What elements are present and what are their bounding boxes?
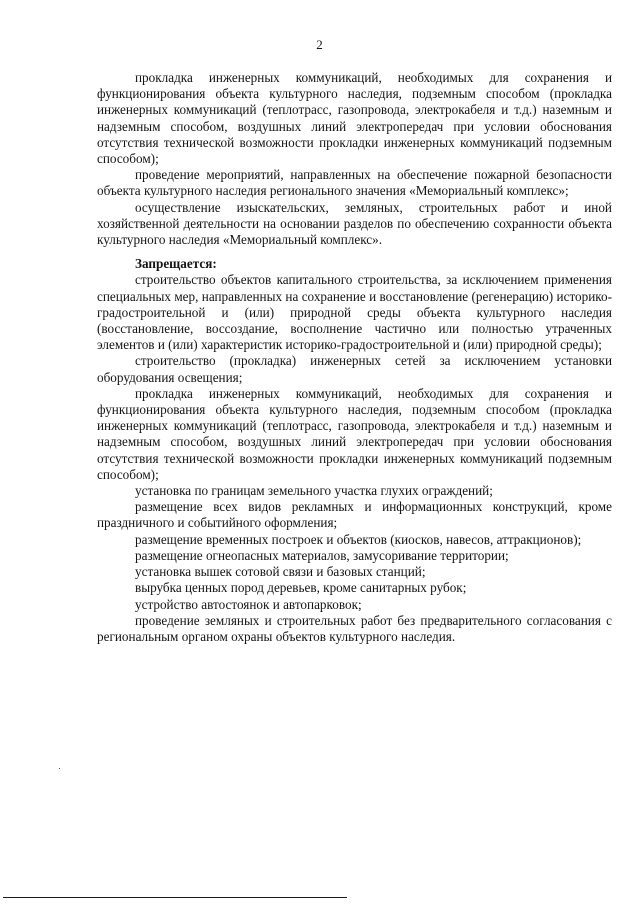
- prohibited-paragraph: строительство объектов капитального строительства, за исключением применения специальных мер, направленных на сохранение и восстановление (регенерацию) историко-градостроительной и (или) природной среды объекта культурного наследия (восстановление, воссоздание, восполнение частично или полностью утраченных элементов и (или) характеристик историко-градостроительной и (или) природной среды);: [97, 272, 612, 353]
- prohibited-paragraph: установка вышек сотовой связи и базовых станций;: [135, 564, 426, 580]
- prohibited-heading: Запрещается:: [135, 256, 217, 272]
- prohibited-paragraph: вырубка ценных пород деревьев, кроме санитарных рубок;: [135, 580, 467, 596]
- prohibited-paragraph: прокладка инженерных коммуникаций, необходимых для сохранения и функционирования объекта культурного наследия, подземным способом (прокладка инженерных коммуникаций (теплотрасс, газопровода, электрокабеля и т.д.) наземным и надземным способом, воздушных линий электропередач при условии обоснования отсутствия технической возможности прокладки инженерных коммуникаций подземным способом);: [97, 385, 612, 482]
- prohibited-paragraph: установка по границам земельного участка глухих ограждений;: [135, 483, 493, 499]
- page-number: 2: [316, 37, 323, 52]
- allowed-paragraph: осуществление изыскательских, земляных, строительных работ и иной хозяйственной деятельности на основании разделов по обеспечению сохранности объекта культурного наследия «Мемориальный комплекс».: [97, 199, 612, 248]
- allowed-paragraph: прокладка инженерных коммуникаций, необходимых для сохранения и функционирования объекта культурного наследия, подземным способом (прокладка инженерных коммуникаций (теплотрасс, газопровода, электрокабеля и т.д.) наземным и надземным способом, воздушных линий электропередач при условии обоснования отсутствия технической возможности прокладки инженерных коммуникаций подземным способом);: [97, 70, 612, 167]
- prohibited-paragraph: размещение огнеопасных материалов, замусоривание территории;: [135, 547, 509, 563]
- document-body: [97, 70, 612, 645]
- prohibited-paragraph: размещение всех видов рекламных и информационных конструкций, кроме праздничного и событийного оформления;: [97, 499, 612, 531]
- scan-speck: [59, 768, 60, 769]
- allowed-paragraph: проведение мероприятий, направленных на обеспечение пожарной безопасности объекта культурного наследия регионального значения «Мемориальный комплекс»;: [97, 167, 612, 199]
- prohibited-paragraph: размещение временных построек и объектов (киосков, навесов, аттракционов);: [135, 531, 582, 547]
- prohibited-paragraph: проведение земляных и строительных работ без предварительного согласования с региональным органом охраны объектов культурного наследия.: [97, 612, 612, 644]
- footer-rule: [3, 897, 347, 898]
- prohibited-paragraph: строительство (прокладка) инженерных сетей за исключением установки оборудования освещения;: [97, 353, 612, 385]
- prohibited-paragraph: устройство автостоянок и автопарковок;: [135, 596, 362, 612]
